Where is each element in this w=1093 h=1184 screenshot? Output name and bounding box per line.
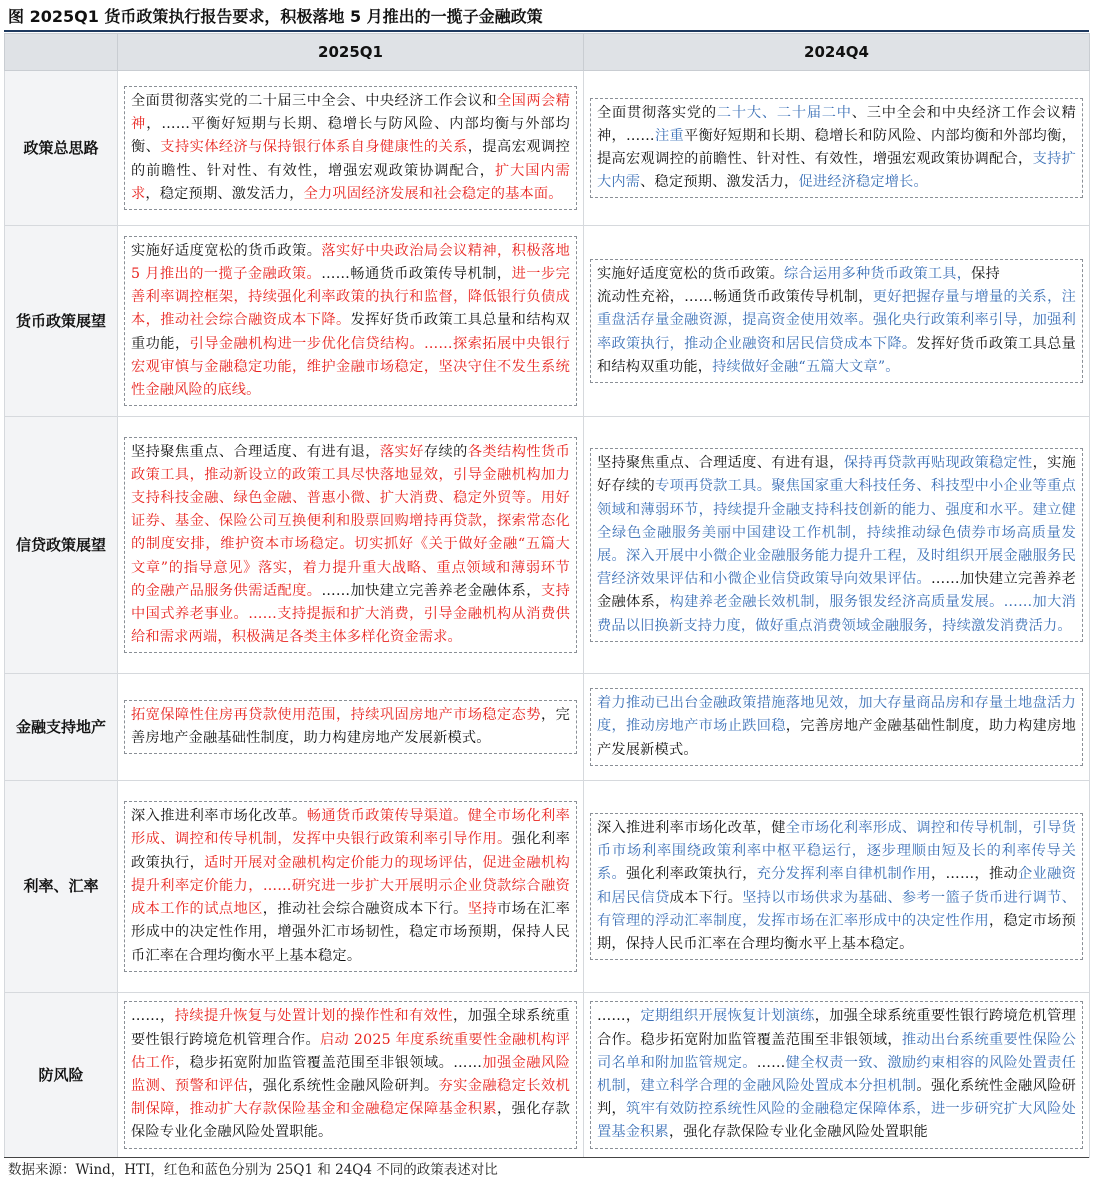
- body-text: ……，: [131, 1008, 175, 1025]
- body-text: ，……平衡好短期与长期、稳增长与防风险、内部均衡与外部均衡、: [131, 116, 570, 156]
- body-text: 强化利率政策执行，: [626, 866, 757, 883]
- body-text: 深入推进利率市场化改革。: [131, 808, 307, 825]
- highlight-2024q4-text: 持续做好金融“五篇大文章”。: [712, 358, 900, 375]
- body-text: ，加强全球系统重要性银行跨境危机管理合作。: [131, 1008, 570, 1048]
- source-rule: [4, 1157, 1089, 1158]
- body-text: 强化利率政策执行，: [131, 831, 570, 871]
- highlight-2024q4-text: 健全权责一致、激励约束相容的风险处置责任机制，建立科学合理的金融风险处置成本分担机制: [597, 1054, 1076, 1094]
- body-text: 实施好适度宽松的货币政策。: [597, 265, 785, 282]
- header-2025q1: 2025Q1: [118, 34, 584, 71]
- body-text: ……加快建立完善养老金融体系，: [321, 582, 541, 599]
- body-text: 存续的: [423, 443, 468, 460]
- highlight-2024q4-text: 着力推动已出台金融政策措施落地见效，加大存量商品房和存量土地盘活力度，推动房地产市场止跌回稳: [597, 695, 1076, 735]
- body-text: 深入推进利率市场化改革，健: [597, 819, 786, 836]
- highlight-2024q4-text: 企业融资和居民信贷: [597, 866, 1076, 906]
- row-label: 信贷政策展望: [5, 417, 118, 674]
- figure-title: 图 2025Q1 货币政策执行报告要求，积极落地 5 月推出的一揽子金融政策: [8, 7, 543, 26]
- highlight-2024q4-text: 定期组织开展恢复计划演练: [640, 1008, 815, 1025]
- body-text: ，稳定市场预期，保持人民币汇率在合理均衡水平上基本稳定。: [597, 912, 1076, 952]
- highlight-2025q1-text: 引导金融机构进一步优化信贷结构。……探索拓展中央银行宏观审慎与金融稳定功能，维护金融市场稳定，坚决守住不发生系统性金融风险的底线。: [131, 335, 570, 398]
- source-note: 数据来源：Wind，HTI，红色和蓝色分别为 25Q1 和 24Q4 不同的政策表述对比: [8, 1162, 498, 1178]
- highlight-2024q4-text: 支持扩大内需: [597, 151, 1076, 191]
- highlight-2024q4-text: 二十大、二十届二中: [716, 104, 852, 121]
- row-2025q1-text: [124, 437, 577, 654]
- highlight-2024q4-text: 综合运用多种货币政策工具，: [784, 265, 972, 282]
- highlight-2025q1-text: 畅通货币政策传导渠道。健全市场化利率形成、调控和传导机制，发挥中央银行政策利率引导作用。: [131, 808, 570, 848]
- highlight-2024q4-text: 筑牢有效防控系统性风险的金融稳定保障体系，进一步研究扩大风险处置基金积累: [597, 1101, 1077, 1141]
- row-label: 政策总思路: [5, 71, 118, 226]
- highlight-2025q1-text: 启动 2025 年度系统重要性金融机构评估工作: [131, 1031, 570, 1071]
- highlight-2024q4-text: 全市场化利率形成、调控和传导机制，引导货币市场利率围绕政策利率中枢平稳运行，逐步理顺由短及长的利率传导关系。: [597, 819, 1076, 883]
- row-label: 防风险: [5, 993, 118, 1158]
- table-row: [5, 417, 1090, 674]
- row-label: 金融支持地产: [5, 674, 118, 781]
- body-text: 保持: [971, 265, 1000, 282]
- header-category: [5, 34, 118, 71]
- body-text: 坚持聚焦重点、合理适度、有进有退，: [597, 455, 844, 472]
- body-text: ，完善房地产金融基础性制度，助力构建房地产发展新模式。: [131, 706, 570, 746]
- body-text: ……畅通货币政策传导机制，: [321, 265, 512, 282]
- header-2024q4: 2024Q4: [584, 34, 1090, 71]
- body-text: 。强化系统性金融风险研判，: [597, 1078, 1076, 1118]
- row-2024q4-text: [590, 259, 1083, 383]
- body-text: 流动性充裕，……畅通货币政策传导机制，: [597, 289, 873, 306]
- body-text: ，强化存款保险专业化金融风险处置职能。: [131, 1101, 570, 1141]
- highlight-2024q4-text: 更好把握存量与增量的关系，注重盘活存量金融资源，提高资金使用效率。强化央行政策利率引导，加强利率政策执行，推动企业融资和居民信贷成本下降。: [597, 289, 1076, 352]
- highlight-2025q1-text: 夯实金融稳定长效机制保障，推动扩大存款保险基金和金融稳定保障基金积累: [131, 1078, 570, 1118]
- row-label: 货币政策展望: [5, 226, 118, 417]
- body-text: ，实施好存续的: [597, 455, 1077, 495]
- row-2024q4-text: [590, 98, 1083, 199]
- highlight-2024q4-text: 专项再贷款工具。聚焦国家重大科技任务、科技型中小企业等重点领域和薄弱环节，持续提升金融支持科技创新的能力、强度和水平。建立健全绿色金融服务美丽中国建设工作机制，持续推动绿色债券市场高质量发展。深入开展中小微企业金融服务能力提升工程，及时组织开展金融服务民营经济效果评估和小微企业信贷政策导向效果评估。: [597, 478, 1076, 588]
- highlight-2025q1-text: 支持实体经济与保持银行体系自身健康性的关系: [160, 139, 468, 156]
- highlight-2025q1-text: 各类结构性货币政策工具，推动新设立的政策工具尽快落地显效，引导金融机构加力支持科技金融、绿色金融、普惠小微、扩大消费、稳定外贸等。用好证券、基金、保险公司互换便利和股票回购增持再贷款，探索常态化的制度安排，维护资本市场稳定。切实抓好《关于做好金融“五篇大文章”的指导意见》落实，着力提升重大战略、重点领域和薄弱环节的金融产品服务供需适配度。: [131, 443, 571, 599]
- table-row: [5, 781, 1090, 993]
- body-text: 发挥好货币政策工具总量和结构双重功能，: [131, 312, 570, 352]
- body-text: ……加快建立完善养老金融体系，: [597, 571, 1076, 611]
- table-row: [5, 993, 1090, 1158]
- highlight-2025q1-text: 落实好中央政治局会议精神，积极落地 5 月推出的一揽子金融政策。: [131, 242, 570, 282]
- body-text: ，强化存款保险专业化金融风险处置职能: [668, 1124, 928, 1141]
- highlight-2025q1-text: 进一步完善利率调控框架，持续强化利率政策的执行和监督，降低银行负债成本，推动社会综合融资成本下降。: [131, 265, 570, 329]
- row-2024q4-text: [590, 688, 1083, 766]
- body-text: 、三中全会和中央经济工作会议精神，……: [597, 104, 1076, 144]
- table-row: [5, 71, 1090, 226]
- highlight-2024q4-text: 保持再贷款再贴现政策稳定性: [843, 455, 1033, 472]
- row-2025q1-text: [124, 700, 577, 754]
- policy-comparison-table: [4, 33, 1090, 1158]
- row-2024q4-text: [590, 813, 1083, 960]
- body-text: ，提高宏观调控的前瞻性、针对性、有效性，增强宏观政策协调配合，: [131, 139, 571, 179]
- body-text: ，加强全球系统重要性银行跨境危机管理合作。稳步拓宽附加监管覆盖范围至非银领域，: [597, 1008, 1076, 1048]
- highlight-2024q4-text: 坚持以市场供求为基础、参考一篮子货币进行调节、有管理的浮动汇率制度，发挥市场在汇率形成中的决定性作用: [597, 889, 1076, 929]
- highlight-2024q4-text: 推动出台系统重要性保险公司名单和附加监管规定。: [597, 1031, 1077, 1071]
- row-2025q1-text: [124, 801, 577, 971]
- highlight-2025q1-text: 全力巩固经济发展和社会稳定的基本面。: [303, 185, 563, 202]
- highlight-2025q1-text: 全国两会精神: [131, 92, 570, 133]
- table-header-row: [5, 34, 1090, 71]
- body-text: ，推动社会综合融资成本下行。: [262, 901, 468, 918]
- table-row: [5, 674, 1090, 781]
- body-text: 实施好适度宽松的货币政策。: [131, 242, 322, 259]
- row-2024q4-text: [590, 448, 1083, 642]
- highlight-2025q1-text: 支持中国式养老事业。……支持提振和扩大消费，引导金融机构从消费供给和需求两端，积极满足各类主体多样化资金需求。: [131, 582, 570, 646]
- body-text: ，完善房地产金融基础性制度，助力构建房地产发展新模式。: [597, 718, 1076, 758]
- highlight-2024q4-text: 充分发挥利率自律机制作用: [756, 866, 932, 883]
- highlight-2025q1-text: 持续提升恢复与处置计划的操作性和有效性: [174, 1008, 454, 1025]
- body-text: ……，: [597, 1008, 641, 1025]
- highlight-2025q1-text: 适时开展对金融机构定价能力的现场评估，促进金融机构提升利率定价能力，……研究进一步扩大开展明示企业贷款综合融资成本工作的试点地区: [131, 854, 570, 918]
- body-text: ，稳定预期、激发活力，: [145, 185, 304, 202]
- highlight-2025q1-text: 落实好: [379, 443, 424, 460]
- body-text: 、稳定预期、激发活力，: [640, 174, 799, 191]
- body-text: 成本下行。: [669, 889, 743, 906]
- highlight-2024q4-text: 注重: [654, 127, 685, 144]
- body-text: ……: [756, 1054, 786, 1071]
- body-text: ，稳步拓宽附加监管覆盖范围至非银领域。……: [174, 1054, 483, 1071]
- row-label: 利率、汇率: [5, 781, 118, 993]
- highlight-2024q4-text: 构建养老金融长效机制，服务银发经济高质量发展。……加大消费品以旧换新支持力度，做好重点消费领域金融服务，持续激发消费活力。: [597, 594, 1076, 634]
- highlight-2025q1-text: 加强金融风险监测、预警和评估: [131, 1054, 570, 1094]
- table-row: [5, 226, 1090, 417]
- row-2024q4-text: [590, 1001, 1083, 1148]
- body-text: ，强化系统性金融风险研判。: [248, 1078, 439, 1094]
- highlight-2025q1-text: 坚持: [467, 901, 498, 918]
- row-2025q1-text: [124, 1001, 577, 1148]
- row-2025q1-text: [124, 86, 577, 210]
- body-text: 发挥好货币政策工具总量和结构双重功能，: [597, 335, 1076, 375]
- body-text: 坚持聚焦重点、合理适度、有进有退，: [131, 443, 380, 460]
- body-text: ，……，推动: [931, 866, 1019, 883]
- body-text: 全面贯彻落实党的二十届三中全会、中央经济工作会议和: [131, 92, 498, 109]
- body-text: 市场在汇率形成中的决定性作用，增强外汇市场韧性，稳定市场预期，保持人民币汇率在合理均衡水平上基本稳定。: [131, 901, 570, 964]
- title-rule: [4, 30, 1089, 32]
- highlight-2024q4-text: 促进经济稳定增长。: [798, 174, 928, 191]
- highlight-2025q1-text: 拓宽保障性住房再贷款使用范围，持续巩固房地产市场稳定态势: [131, 706, 541, 723]
- body-text: 平衡好短期和长期、稳增长和防风险、内部均衡和外部均衡，提高宏观调控的前瞻性、针对性、有效性，增强宏观政策协调配合，: [597, 127, 1076, 167]
- row-2025q1-text: [124, 236, 577, 406]
- highlight-2025q1-text: 扩大国内需求: [131, 162, 570, 202]
- body-text: 全面贯彻落实党的: [597, 104, 717, 121]
